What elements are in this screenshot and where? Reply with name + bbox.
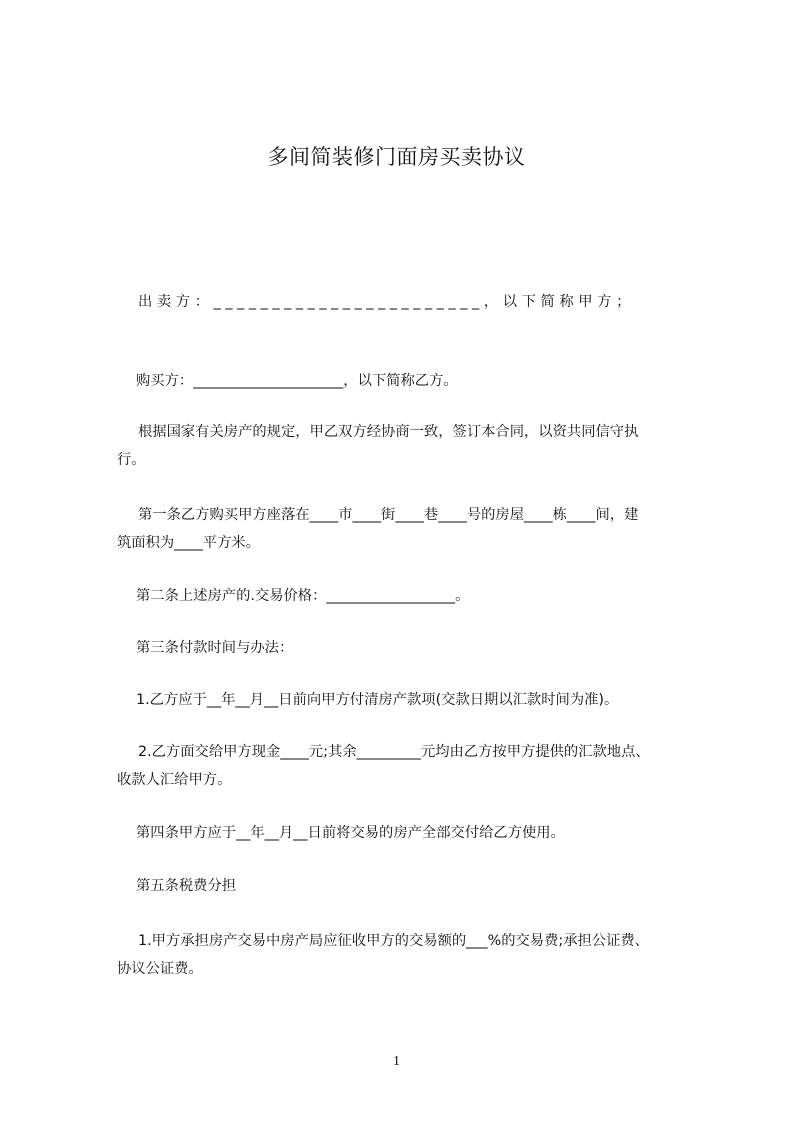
article-5-item-1-line-1: 1.甲方承担房产交易中房产局应征收甲方的交易额的___%的交易费;承担公证费、 (138, 933, 649, 949)
article-2: 第二条上述房产的.交易价格：__________________。 (136, 588, 470, 604)
article-1-line-2: 筑面积为____平方米。 (117, 535, 260, 551)
intro-line-1: 根据国家有关房产的规定，甲乙双方经协商一致，签订本合同，以资共同信守执 (138, 424, 639, 440)
page-number: 1 (393, 1054, 400, 1069)
seller-line: 出卖方：_______________________，以下简称甲方； (138, 294, 635, 310)
article-5-item-1 (117, 927, 707, 983)
article-4: 第四条甲方应于__年__月__日前将交易的房产全部交付给乙方使用。 (136, 825, 565, 841)
article-5-item-1-line-2: 协议公证费。 (117, 961, 203, 977)
intro-line-2: 行。 (117, 452, 146, 468)
buyer-line: 购买方：_____________________，以下简称乙方。 (136, 373, 458, 389)
article-3-item-2-line-2: 收款人汇给甲方。 (117, 772, 232, 788)
intro-paragraph (117, 418, 707, 474)
article-3: 第三条付款时间与办法： (136, 640, 294, 656)
article-1 (117, 501, 707, 557)
article-3-item-1: 1.乙方应于__年__月__日前向甲方付清房产款项(交款日期以汇款时间为准)。 (136, 692, 619, 708)
article-3-item-2-line-1: 2.乙方面交给甲方现金____元;其余_________元均由乙方按甲方提供的汇款地点、 (138, 744, 650, 760)
document-title: 多间简装修门面房买卖协议 (267, 145, 526, 169)
article-1-line-1: 第一条乙方购买甲方座落在____市____街____巷____号的房屋____栋____间，建 (138, 507, 639, 523)
article-5: 第五条税费分担 (136, 878, 237, 894)
article-3-item-2 (117, 738, 707, 794)
